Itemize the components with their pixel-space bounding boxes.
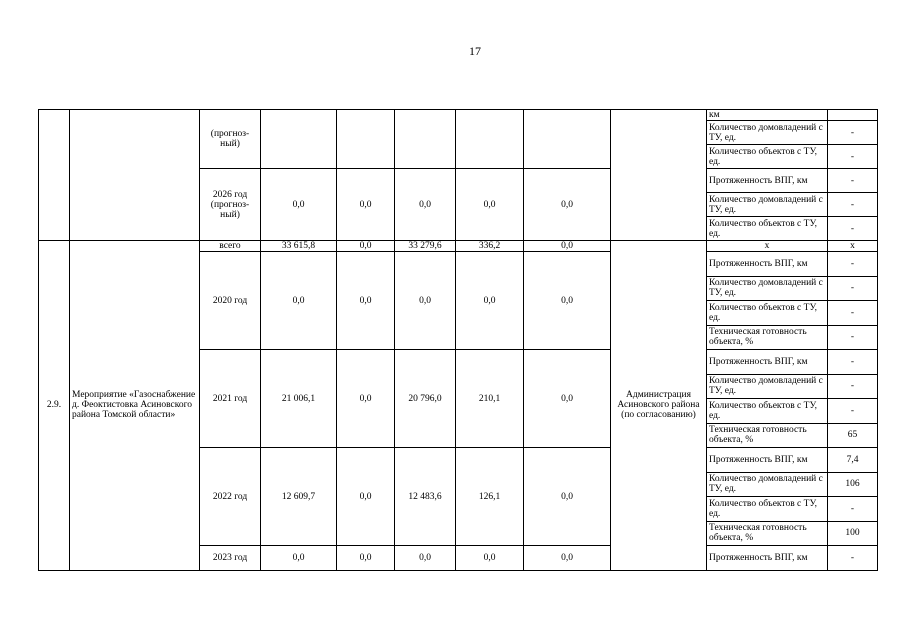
item-name-cell <box>70 110 200 241</box>
value-cell <box>456 110 524 169</box>
value-cell <box>337 110 395 169</box>
indicator-value: 7,4 <box>828 448 878 473</box>
indicator-label: Техническая готовность объекта, % <box>707 325 828 350</box>
value-cell: 0,0 <box>261 546 337 571</box>
indicator-label: км <box>707 110 828 121</box>
value-cell: 33 615,8 <box>261 241 337 252</box>
indicator-label: Количество домовладений с ТУ, ед. <box>707 121 828 145</box>
row-number-cell <box>39 110 70 241</box>
indicator-label: Количество объектов с ТУ, ед. <box>707 217 828 241</box>
value-cell: 0,0 <box>395 252 456 350</box>
value-cell: 0,0 <box>524 241 611 252</box>
value-cell: 0,0 <box>395 169 456 241</box>
indicator-label: Количество объектов с ТУ, ед. <box>707 497 828 522</box>
value-cell <box>524 110 611 169</box>
value-cell: 12 609,7 <box>261 448 337 546</box>
executor-cell <box>611 110 707 241</box>
indicator-label: Количество объектов с ТУ, ед. <box>707 301 828 326</box>
indicator-value: 106 <box>828 472 878 497</box>
indicator-value: - <box>828 374 878 399</box>
indicator-value: - <box>828 121 878 145</box>
indicator-value: - <box>828 252 878 277</box>
row-number-cell: 2.9. <box>39 241 70 571</box>
indicator-label: Техническая готовность объекта, % <box>707 423 828 448</box>
value-cell: 0,0 <box>395 546 456 571</box>
indicator-value: - <box>828 497 878 522</box>
table-row <box>39 110 878 121</box>
value-cell: 0,0 <box>337 169 395 241</box>
program-table <box>38 109 878 571</box>
indicator-value: 100 <box>828 521 878 546</box>
table-row <box>39 241 878 252</box>
indicator-label: Протяженность ВПГ, км <box>707 350 828 375</box>
indicator-label: Протяженность ВПГ, км <box>707 169 828 193</box>
indicator-value: - <box>828 145 878 169</box>
year-cell: всего <box>200 241 261 252</box>
year-cell: 2022 год <box>200 448 261 546</box>
executor-cell: Администрация Асиновского района (по согласованию) <box>611 241 707 571</box>
indicator-label: Количество домовладений с ТУ, ед. <box>707 472 828 497</box>
page-number: 17 <box>469 44 481 58</box>
value-cell: 0,0 <box>456 546 524 571</box>
indicator-label: Количество объектов с ТУ, ед. <box>707 399 828 424</box>
value-cell: 0,0 <box>524 448 611 546</box>
value-cell: 0,0 <box>337 546 395 571</box>
indicator-label: Техническая готовность объекта, % <box>707 521 828 546</box>
indicator-value: - <box>828 350 878 375</box>
value-cell: 0,0 <box>524 350 611 448</box>
value-cell: 12 483,6 <box>395 448 456 546</box>
year-cell: 2021 год <box>200 350 261 448</box>
indicator-value: - <box>828 546 878 571</box>
indicator-label: Протяженность ВПГ, км <box>707 448 828 473</box>
indicator-value: - <box>828 325 878 350</box>
value-cell: 0,0 <box>524 546 611 571</box>
value-cell: 0,0 <box>337 252 395 350</box>
value-cell <box>261 110 337 169</box>
value-cell <box>395 110 456 169</box>
value-cell: 0,0 <box>337 350 395 448</box>
year-cell: 2023 год <box>200 546 261 571</box>
value-cell: 0,0 <box>337 448 395 546</box>
indicator-label: Количество домовладений с ТУ, ед. <box>707 374 828 399</box>
indicator-value: - <box>828 217 878 241</box>
value-cell: 0,0 <box>261 169 337 241</box>
indicator-value: 65 <box>828 423 878 448</box>
value-cell: 0,0 <box>337 241 395 252</box>
value-cell: 0,0 <box>524 169 611 241</box>
year-cell: (прогноз- ный) <box>200 110 261 169</box>
indicator-value: - <box>828 193 878 217</box>
indicator-value: х <box>828 241 878 252</box>
value-cell: 21 006,1 <box>261 350 337 448</box>
indicator-label: Протяженность ВПГ, км <box>707 546 828 571</box>
item-name-cell: Мероприятие «Газоснабжение д. Феоктистовка Асиновского района Томской области» <box>70 241 200 571</box>
indicator-label: Количество домовладений с ТУ, ед. <box>707 276 828 301</box>
value-cell: 0,0 <box>524 252 611 350</box>
value-cell: 0,0 <box>456 252 524 350</box>
value-cell: 336,2 <box>456 241 524 252</box>
indicator-label: х <box>707 241 828 252</box>
value-cell: 0,0 <box>261 252 337 350</box>
year-cell: 2026 год (прогноз- ный) <box>200 169 261 241</box>
indicator-value: - <box>828 399 878 424</box>
indicator-value: - <box>828 169 878 193</box>
value-cell: 0,0 <box>456 169 524 241</box>
indicator-label: Количество домовладений с ТУ, ед. <box>707 193 828 217</box>
value-cell: 33 279,6 <box>395 241 456 252</box>
value-cell: 126,1 <box>456 448 524 546</box>
indicator-label: Количество объектов с ТУ, ед. <box>707 145 828 169</box>
value-cell: 20 796,0 <box>395 350 456 448</box>
indicator-value: - <box>828 276 878 301</box>
value-cell: 210,1 <box>456 350 524 448</box>
indicator-value: - <box>828 301 878 326</box>
indicator-label: Протяженность ВПГ, км <box>707 252 828 277</box>
year-cell: 2020 год <box>200 252 261 350</box>
indicator-value <box>828 110 878 121</box>
